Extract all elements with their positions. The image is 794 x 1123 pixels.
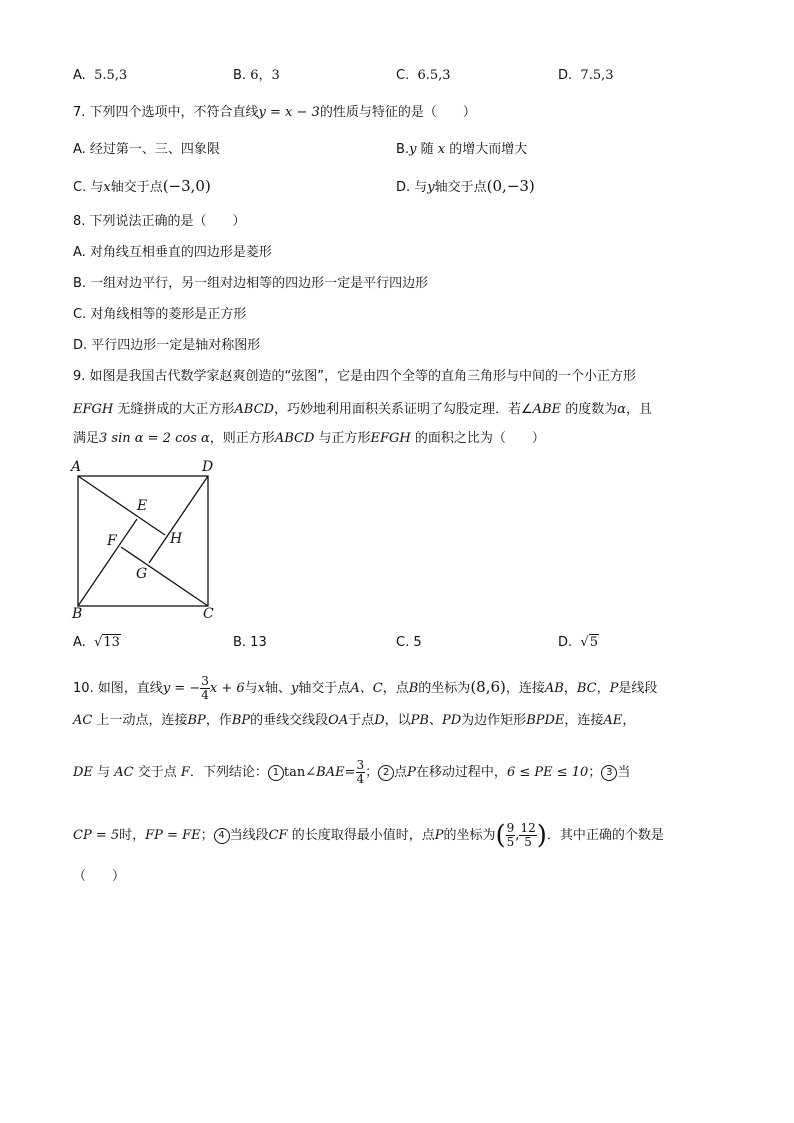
q6-option-b: B. 6，3	[233, 68, 280, 83]
q6-option-a: A. 5.5,3	[73, 68, 128, 83]
q8-stem: 8. 下列说法正确的是（ ）	[73, 214, 246, 229]
segment-cf	[121, 547, 208, 606]
q10-stem-line3: DE 与 AC 交于点 F．下列结论： 1 tan∠BAE= $\frac{3}{4}$ ； 2 点P在移动过程中，6 ≤ PE ≤ 10； 3 当	[73, 758, 631, 786]
circled-number-1: 1	[268, 765, 284, 781]
label-d: D	[202, 459, 214, 475]
q7-option-a: A. 经过第一、三、四象限	[73, 142, 220, 157]
label-f: F	[107, 533, 117, 549]
q10-stem-line2: AC 上一动点，连接BP，作BP的垂线交线段OA于点D，以PB、PD为边作矩形BPDE，连接AE，	[73, 713, 636, 728]
q10-answer-brackets: （ ）	[73, 869, 126, 884]
q8-option-b: B. 一组对边平行，另一组对边相等的四边形一定是平行四边形	[73, 276, 429, 291]
q9-zhao-shuang-figure	[70, 456, 230, 621]
circled-number-3: 3	[601, 765, 617, 781]
label-b: B	[72, 606, 83, 621]
q9-option-d: D. √5	[558, 635, 598, 650]
q9-stem-line3: 满足3 sin α = 2 cos α，则正方形ABCD 与正方形EFGH 的面积之比为（ ）	[73, 431, 545, 446]
q7-option-d: D. 与y轴交于点(0,−3)	[396, 177, 535, 195]
segment-dg	[149, 476, 208, 563]
circled-number-4: 4	[214, 828, 230, 844]
circled-number-2: 2	[378, 765, 394, 781]
q7-stem: 7. 下列四个选项中，不符合直线y = x − 3的性质与特征的是（ ）	[73, 105, 476, 120]
label-h: H	[170, 531, 183, 547]
q9-stem-line1: 9. 如图是我国古代数学家赵爽创造的“弦图”，它是由四个全等的直角三角形与中间的一个小正方形	[73, 369, 637, 384]
square-abcd	[78, 476, 208, 606]
q6-option-c: C. 6.5,3	[396, 68, 451, 83]
q9-option-a: A. √13	[73, 635, 120, 650]
q10-stem-line1: 10. 如图，直线y = − $\frac{3}{4}$ x + 6与x轴、y轴交于点A、C，点B的坐标为(8,6)，连接AB，BC，P是线段	[73, 674, 658, 702]
label-c: C	[203, 606, 214, 621]
q7-option-c: C. 与x轴交于点(−3,0)	[73, 177, 211, 195]
label-e: E	[137, 498, 148, 514]
q7-option-b: B.y 随 x 的增大而增大	[396, 142, 528, 157]
q8-option-a: A. 对角线互相垂直的四边形是菱形	[73, 245, 272, 260]
q6-option-d: D. 7.5,3	[558, 68, 614, 83]
q9-option-c: C. 5	[396, 635, 422, 650]
q10-stem-line4: CP = 5时，FP = FE； 4 当线段CF 的长度取得最小值时，点P的坐标为( $\frac{9}{5}$ , $\frac{12}{5}$ )．其中正确的个数是	[73, 820, 664, 851]
label-g: G	[136, 566, 148, 582]
segment-ah	[78, 476, 165, 535]
q8-option-d: D. 平行四边形一定是轴对称图形	[73, 338, 261, 353]
label-a: A	[71, 459, 82, 475]
q8-option-c: C. 对角线相等的菱形是正方形	[73, 307, 247, 322]
q9-option-b: B. 13	[233, 635, 267, 650]
q9-stem-line2: EFGH 无缝拼成的大正方形ABCD，巧妙地利用面积关系证明了勾股定理．若∠ABE 的度数为α，且	[73, 402, 652, 417]
